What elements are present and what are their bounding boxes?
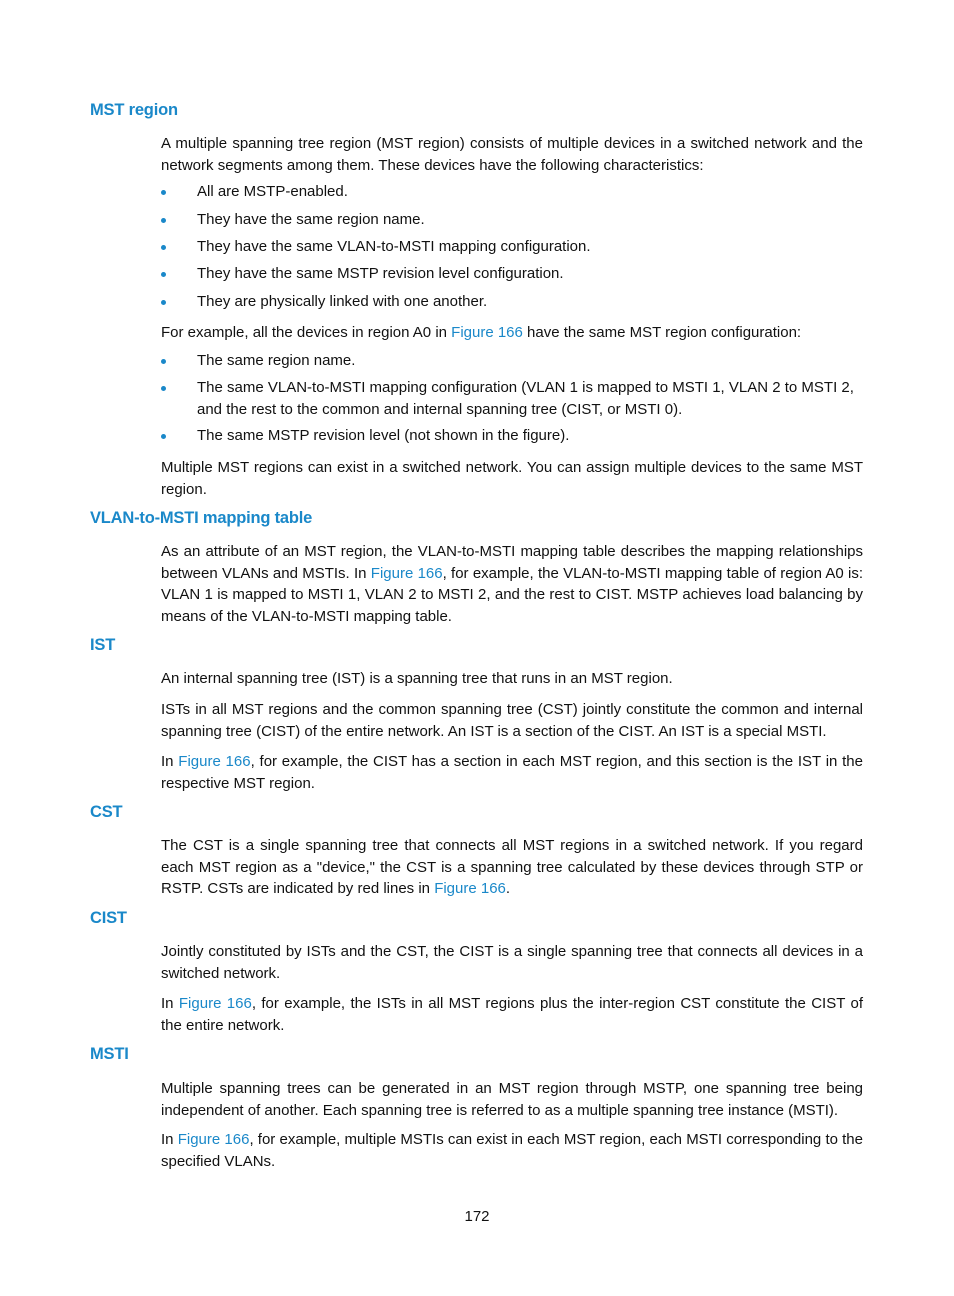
bullet-icon bbox=[161, 272, 166, 277]
bullet-icon bbox=[161, 190, 166, 195]
cist-paragraph-1: Jointly constituted by ISTs and the CST, the CIST is a single spanning tree that connects all devices in a switched network. bbox=[161, 943, 863, 982]
figure-166-link[interactable]: Figure 166 bbox=[177, 1131, 250, 1148]
ist-paragraph-1: An internal spanning tree (IST) is a spanning tree that runs in an MST region. bbox=[161, 670, 673, 687]
list-item: The same MSTP revision level (not shown in the figure). bbox=[161, 425, 863, 447]
heading-mst-region: MST region bbox=[90, 101, 178, 119]
bullet-icon bbox=[161, 218, 166, 223]
bullet-icon bbox=[161, 300, 166, 305]
heading-cist: CIST bbox=[90, 909, 127, 927]
ist-paragraph-3: In Figure 166, for example, the CIST has a section in each MST region, and this section is the IST in the respective MST region. bbox=[161, 753, 863, 792]
page-number: 172 bbox=[464, 1208, 490, 1225]
figure-166-link[interactable]: Figure 166 bbox=[370, 564, 443, 582]
bullet-icon bbox=[161, 434, 166, 439]
mst-region-example: For example, all the devices in region A0 in Figure 166 have the same MST region configuration: bbox=[161, 324, 802, 341]
bullet-icon bbox=[161, 245, 166, 250]
figure-166-link[interactable]: Figure 166 bbox=[178, 753, 251, 770]
heading-vlan-to-msti: VLAN-to-MSTI mapping table bbox=[90, 509, 313, 527]
list-item: The same VLAN-to-MSTI mapping configuration (VLAN 1 is mapped to MSTI 1, VLAN 2 to MSTI 2, and the rest to the common and internal spanning tree (CIST, or MSTI 0). bbox=[161, 377, 863, 420]
figure-166-link[interactable]: Figure 166 bbox=[178, 995, 252, 1012]
list-item: The same region name. bbox=[161, 350, 863, 372]
figure-166-link[interactable]: Figure 166 bbox=[434, 880, 506, 897]
msti-paragraph-2: In Figure 166, for example, multiple MSTIs can exist in each MST region, each MSTI corresponding to the specified VLANs. bbox=[161, 1131, 863, 1170]
heading-msti: MSTI bbox=[90, 1045, 129, 1063]
list-item: They have the same VLAN-to-MSTI mapping configuration. bbox=[161, 236, 863, 258]
cist-paragraph-2: In Figure 166, for example, the ISTs in all MST regions plus the inter-region CST constitute the CIST of the entire network. bbox=[161, 995, 863, 1034]
list-item: They are physically linked with one another. bbox=[161, 291, 863, 313]
vlan-map-paragraph: As an attribute of an MST region, the VLAN-to-MSTI mapping table describes the mapping relationships between VLANs and MSTIs. In Figure 166, for example, the VLAN-to-MSTI mapping table of region A0 is: VLAN 1 is mapped to MSTI 1, VLAN 2 to MSTI 2, and the rest to CIST. MSTP achieves load balancing by means of the VLAN-to-MSTI mapping table. bbox=[161, 543, 863, 625]
msti-paragraph-1: Multiple spanning trees can be generated in an MST region through MSTP, one spanning tree being independent of another. Each spanning tree is referred to as a multiple spanning tree instance (MSTI). bbox=[161, 1080, 863, 1119]
bullet-icon bbox=[161, 386, 166, 391]
figure-166-link[interactable]: Figure 166 bbox=[451, 324, 523, 341]
list-item: All are MSTP-enabled. bbox=[161, 181, 863, 203]
list-item: They have the same region name. bbox=[161, 209, 863, 231]
mst-region-intro: A multiple spanning tree region (MST region) consists of multiple devices in a switched network and the network segments among them. These devices have the following characteristics: bbox=[161, 135, 863, 174]
list-item: They have the same MSTP revision level configuration. bbox=[161, 263, 863, 285]
heading-ist: IST bbox=[90, 636, 116, 654]
ist-paragraph-2: ISTs in all MST regions and the common spanning tree (CST) jointly constitute the common and internal spanning tree (CIST) of the entire network. An IST is a section of the CIST. An IST is a special MSTI. bbox=[161, 701, 863, 740]
bullet-icon bbox=[161, 359, 166, 364]
cst-paragraph: The CST is a single spanning tree that connects all MST regions in a switched network. If you regard each MST region as a "device," the CST is a spanning tree calculated by these devices through STP or RSTP. CSTs are indicated by red lines in Figure 166. bbox=[161, 837, 863, 897]
heading-cst: CST bbox=[90, 803, 123, 821]
mst-region-closing: Multiple MST regions can exist in a switched network. You can assign multiple devices to the same MST region. bbox=[161, 459, 863, 498]
